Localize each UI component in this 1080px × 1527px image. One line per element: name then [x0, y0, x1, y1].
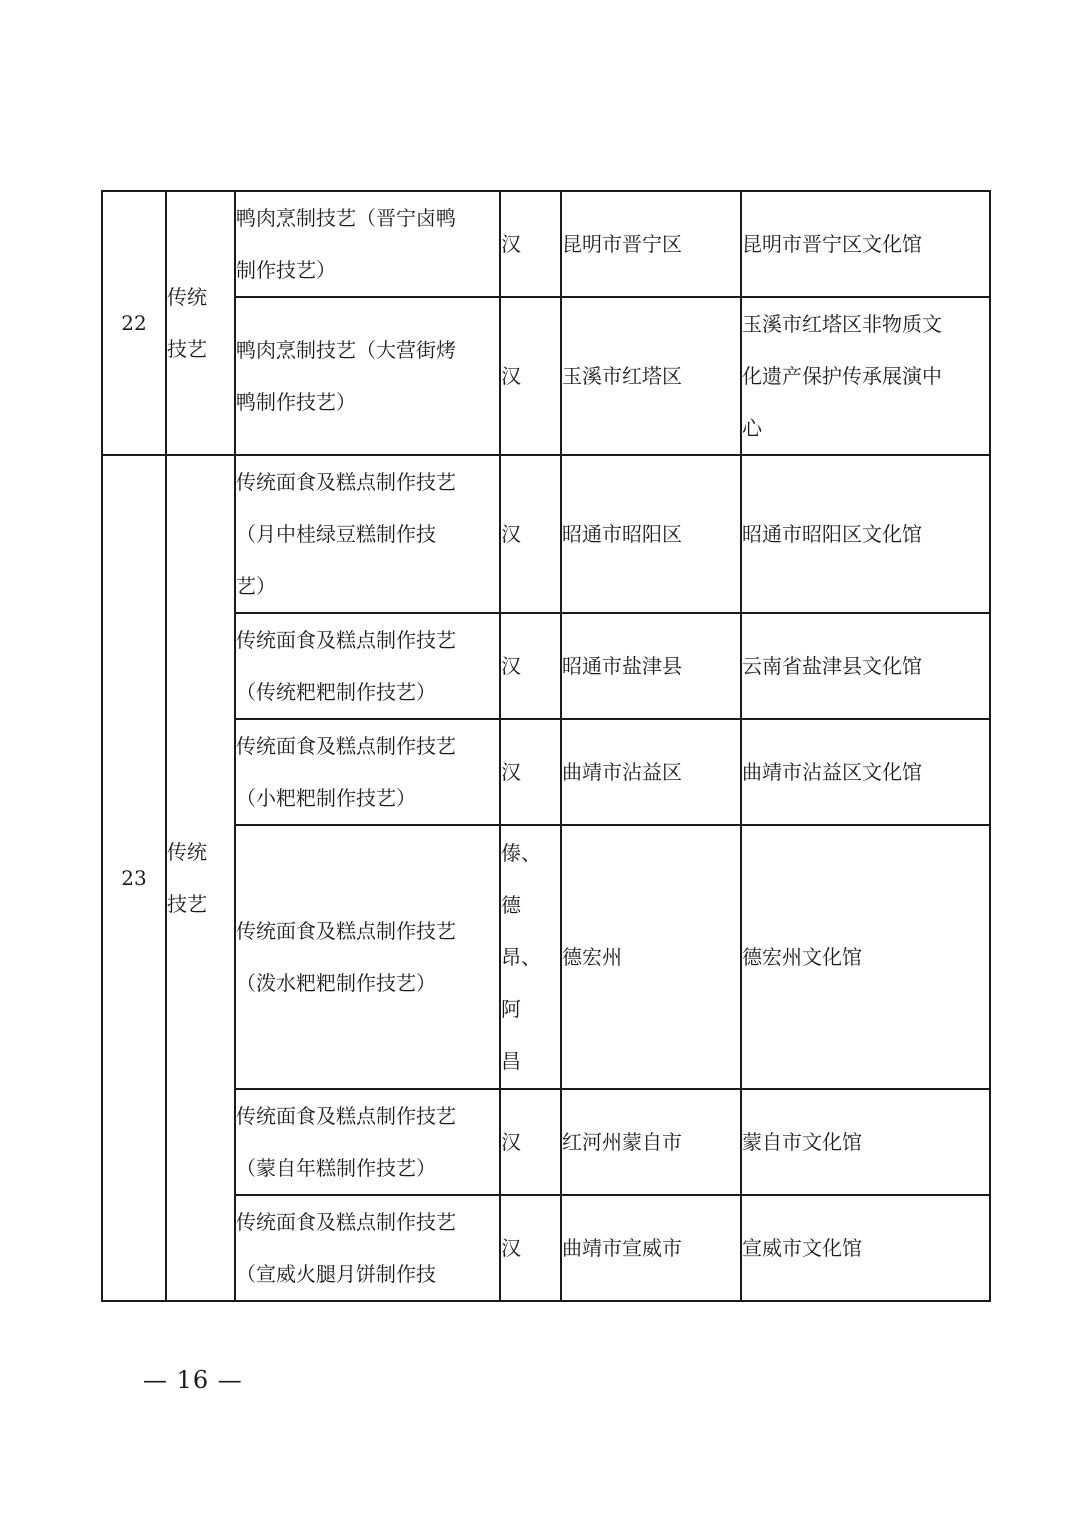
project-line: 传统面食及糕点制作技艺: [236, 628, 456, 652]
project-name-cell: [235, 297, 500, 455]
region-cell: 曲靖市沾益区: [561, 719, 741, 825]
project-line: 鸭制作技艺）: [236, 390, 356, 414]
project-name-cell: [235, 1089, 500, 1195]
ethnicity-line: 汉: [501, 522, 521, 546]
project-name-cell: [235, 191, 500, 297]
project-name-cell: [235, 719, 500, 825]
category-line: 技艺: [167, 337, 207, 361]
region-cell: 玉溪市红塔区: [561, 297, 741, 455]
ethnicity-line: 汉: [501, 654, 521, 678]
unit-line: 昭通市昭阳区文化馆: [742, 522, 922, 546]
table-row: [102, 191, 990, 297]
table-row: [102, 1089, 990, 1195]
ethnicity-cell: [500, 613, 561, 719]
ethnicity-cell: [500, 455, 561, 613]
region-cell: 昭通市盐津县: [561, 613, 741, 719]
table-body: [102, 191, 990, 1301]
protection-unit-cell: [741, 1195, 990, 1301]
project-line: 传统面食及糕点制作技艺: [236, 734, 456, 758]
page-number: — 16 —: [143, 1366, 243, 1394]
project-line: 制作技艺）: [236, 258, 336, 282]
ethnicity-line: 汉: [501, 1130, 521, 1154]
protection-unit-cell: [741, 297, 990, 455]
protection-unit-cell: [741, 719, 990, 825]
ethnicity-line: 阿: [501, 997, 521, 1021]
project-line: 传统面食及糕点制作技艺: [236, 919, 456, 943]
table-row: [102, 613, 990, 719]
unit-line: 昆明市晋宁区文化馆: [742, 232, 922, 256]
project-line: （月中桂绿豆糕制作技: [236, 522, 436, 546]
ethnicity-line: 汉: [501, 364, 521, 388]
region-cell: 昆明市晋宁区: [561, 191, 741, 297]
ethnicity-line: 傣、: [501, 841, 541, 865]
project-line: （宣威火腿月饼制作技: [236, 1262, 436, 1286]
project-name-cell: [235, 1195, 500, 1301]
unit-line: 宣威市文化馆: [742, 1236, 862, 1260]
project-line: 鸭肉烹制技艺（大营街烤: [236, 338, 456, 362]
protection-unit-cell: [741, 1089, 990, 1195]
unit-line: 化遗产保护传承展演中: [742, 364, 942, 388]
item-number: 22: [102, 191, 166, 455]
table-row: [102, 719, 990, 825]
category-cell: [166, 191, 235, 455]
ethnicity-cell: [500, 297, 561, 455]
unit-line: 心: [742, 416, 762, 440]
category-line: 传统: [167, 840, 207, 864]
category-line: 传统: [167, 285, 207, 309]
ethnicity-line: 汉: [501, 1236, 521, 1260]
region-cell: 红河州蒙自市: [561, 1089, 741, 1195]
item-number: 23: [102, 455, 166, 1301]
heritage-project-table: [101, 190, 991, 1302]
project-name-cell: [235, 825, 500, 1089]
ethnicity-cell: [500, 1089, 561, 1195]
table-row: [102, 455, 990, 613]
project-line: 传统面食及糕点制作技艺: [236, 1210, 456, 1234]
project-line: 传统面食及糕点制作技艺: [236, 470, 456, 494]
category-line: 技艺: [167, 892, 207, 916]
project-line: 传统面食及糕点制作技艺: [236, 1104, 456, 1128]
project-line: （小粑粑制作技艺）: [236, 786, 416, 810]
protection-unit-cell: [741, 825, 990, 1089]
project-name-cell: [235, 455, 500, 613]
table-row: [102, 825, 990, 1089]
ethnicity-cell: [500, 1195, 561, 1301]
ethnicity-cell: [500, 825, 561, 1089]
ethnicity-line: 汉: [501, 232, 521, 256]
ethnicity-line: 昂、: [501, 945, 541, 969]
unit-line: 蒙自市文化馆: [742, 1130, 862, 1154]
project-line: （泼水粑粑制作技艺）: [236, 971, 436, 995]
unit-line: 云南省盐津县文化馆: [742, 654, 922, 678]
ethnicity-cell: [500, 719, 561, 825]
project-line: 艺）: [236, 574, 276, 598]
ethnicity-line: 汉: [501, 760, 521, 784]
region-cell: 昭通市昭阳区: [561, 455, 741, 613]
project-name-cell: [235, 613, 500, 719]
ethnicity-cell: [500, 191, 561, 297]
ethnicity-line: 昌: [501, 1049, 521, 1073]
region-cell: 德宏州: [561, 825, 741, 1089]
protection-unit-cell: [741, 191, 990, 297]
project-line: （传统粑粑制作技艺）: [236, 680, 436, 704]
project-line: 鸭肉烹制技艺（晋宁卤鸭: [236, 206, 456, 230]
protection-unit-cell: [741, 613, 990, 719]
unit-line: 玉溪市红塔区非物质文: [742, 312, 942, 336]
unit-line: 曲靖市沾益区文化馆: [742, 760, 922, 784]
table-row: [102, 297, 990, 455]
unit-line: 德宏州文化馆: [742, 945, 862, 969]
table-row: [102, 1195, 990, 1301]
region-cell: 曲靖市宣威市: [561, 1195, 741, 1301]
ethnicity-line: 德: [501, 893, 521, 917]
project-line: （蒙自年糕制作技艺）: [236, 1156, 436, 1180]
category-cell: [166, 455, 235, 1301]
protection-unit-cell: [741, 455, 990, 613]
